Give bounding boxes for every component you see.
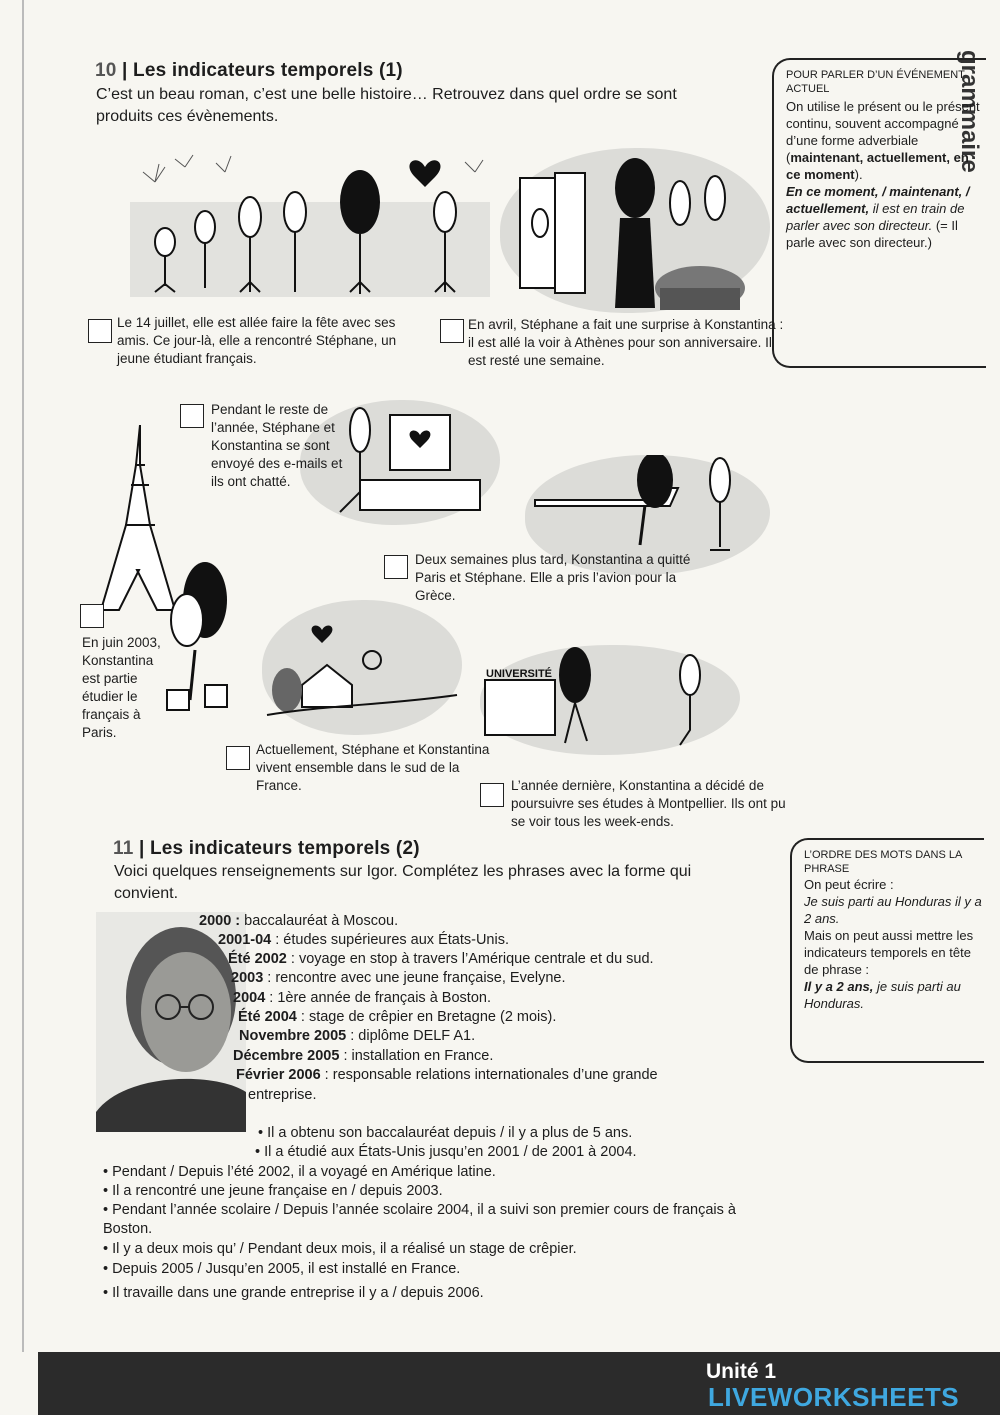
- ex10-title: 10 | Les indicateurs temporels (1): [95, 60, 403, 81]
- sidebar1-text3: ).: [854, 167, 863, 182]
- timeline-row-7: [239, 1027, 475, 1046]
- illustration-university-drawing: [480, 645, 740, 755]
- timeline-date: Été 2004: [238, 1009, 297, 1025]
- caption-6: Actuellement, Stéphane et Konstantina vivent ensemble dans le sud de la France.: [256, 742, 490, 793]
- timeline-date: 2001-04: [218, 932, 272, 948]
- ex10-title-text: Les indicateurs temporels (1): [133, 60, 403, 81]
- order-checkbox-6[interactable]: [226, 746, 250, 770]
- heart-icon: [409, 160, 440, 187]
- ex11-intro: Voici quelques renseignements sur Igor. Complétez les phrases avec la forme qui convient.: [114, 863, 692, 902]
- ex10-intro: C’est un beau roman, c’est une belle histoire… Retrouvez dans quel ordre se sont produits ces évènements.: [96, 86, 677, 125]
- ex11-number: 11: [113, 838, 134, 859]
- sidebar2-example1: Je suis parti au Honduras il y a 2 ans.: [804, 894, 982, 926]
- order-checkbox-2[interactable]: [440, 319, 464, 343]
- page-footer: [38, 1352, 1000, 1415]
- sentence-3: • Pendant / Depuis l’été 2002, il a voyagé en Amérique latine.: [103, 1164, 496, 1180]
- timeline-row-3: [228, 950, 654, 969]
- illustration-traveller-drawing: [155, 560, 235, 730]
- timeline-row-8: [233, 1047, 493, 1066]
- sidebar-word-order: [790, 838, 984, 1063]
- caption-3: Pendant le reste de l’année, Stéphane et Konstantina se sont envoyé des e-mails et ils ont chatté.: [211, 402, 343, 489]
- sidebar1-text1: On utilise le présent ou le présent continu, souvent accompagné d’une forme adverbiale (: [786, 99, 980, 165]
- caption-7: L’année dernière, Konstantina a décidé de poursuivre ses études à Montpellier. Ils ont pu se voir tous les week-ends.: [511, 778, 786, 829]
- timeline-date: 2004: [233, 990, 266, 1006]
- sentence-4: • Il a rencontré une jeune française en / depuis 2003.: [103, 1183, 443, 1199]
- sidebar2-example2-adverb: Il y a 2 ans,: [804, 979, 874, 994]
- illustration-surprise: [500, 148, 770, 313]
- timeline-row-1: [199, 912, 398, 931]
- timeline-text: : rencontre avec une jeune française, Evelyne.: [263, 970, 566, 986]
- sidebar2-heading: L’ORDRE DES MOTS DANS LA PHRASE: [804, 849, 962, 875]
- timeline-row-2: [218, 931, 509, 950]
- illustration-traveller: [155, 560, 235, 730]
- timeline-text: : études supérieures aux États-Unis.: [271, 932, 509, 948]
- timeline-date: 2003: [231, 970, 264, 986]
- sentence-8: • Il travaille dans une grande entreprise il y a / depuis 2006.: [103, 1285, 484, 1301]
- timeline-date: 2000 :: [199, 913, 241, 929]
- timeline-date: Février 2006: [236, 1067, 321, 1083]
- timeline-row-4: [231, 969, 566, 988]
- sidebar1-heading: POUR PARLER D’UN ÉVÉNEMENT ACTUEL: [786, 69, 965, 95]
- sentence-5: • Pendant l’année scolaire / Depuis l’année scolaire 2004, il a suivi son premier cours de français à Boston.: [103, 1202, 736, 1237]
- sidebar1-example-gloss: (= Il parle avec son directeur.): [786, 218, 958, 250]
- timeline-text: entreprise.: [248, 1087, 317, 1103]
- caption-2: En avril, Stéphane a fait une surprise à Konstantina : il est allé la voir à Athènes pour son anniversaire. Il est resté une semaine.: [468, 317, 784, 368]
- timeline-date: Décembre 2005: [233, 1048, 340, 1064]
- timeline-row-10: [248, 1086, 317, 1105]
- order-checkbox-3[interactable]: [180, 404, 204, 428]
- sidebar1-example-adverbs: En ce moment, / maintenant, / actuellement,: [786, 184, 970, 216]
- timeline-text: : diplôme DELF A1.: [346, 1028, 476, 1044]
- timeline-row-5: [233, 989, 491, 1008]
- sidebar2-text1: On peut écrire :: [804, 877, 894, 892]
- sentence-text[interactable]: Pendant / Depuis l’été 2002, il a voyagé en Amérique latine.: [112, 1164, 496, 1180]
- timeline-text: : voyage en stop à travers l’Amérique centrale et du sud.: [286, 951, 654, 967]
- sentence-text[interactable]: Depuis 2005 / Jusqu’en 2005, il est installé en France.: [112, 1261, 461, 1277]
- illustration-surprise-drawing: [500, 148, 770, 313]
- timeline-row-6: [238, 1008, 556, 1027]
- illustration-house: [262, 600, 462, 735]
- timeline-text: baccalauréat à Moscou.: [240, 913, 399, 929]
- caption-4: Deux semaines plus tard, Konstantina a quitté Paris et Stéphane. Elle a pris l’avion pour la Grèce.: [415, 552, 691, 603]
- unit-label: Unité 1: [706, 1360, 777, 1383]
- sentence-text[interactable]: Il a rencontré une jeune française en / depuis 2003.: [112, 1183, 443, 1199]
- timeline-date: Novembre 2005: [239, 1028, 347, 1044]
- sentence-text[interactable]: Il a étudié aux États-Unis jusqu’en 2001 / de 2001 à 2004.: [264, 1144, 637, 1160]
- sentence-text[interactable]: Il a obtenu son baccalauréat depuis / il y a plus de 5 ans.: [267, 1125, 633, 1141]
- illustration-university: [480, 645, 740, 755]
- side-section-label-text: grammaire: [956, 50, 983, 173]
- sentence-7: • Depuis 2005 / Jusqu’en 2005, il est installé en France.: [103, 1261, 461, 1277]
- sentence-text[interactable]: Il y a deux mois qu’ / Pendant deux mois, il a réalisé un stage de crêpier.: [112, 1241, 577, 1257]
- caption-5: En juin 2003, Konstantina est partie étudier le français à Paris.: [82, 635, 161, 740]
- sentence-6: • Il y a deux mois qu’ / Pendant deux mois, il a réalisé un stage de crêpier.: [103, 1241, 577, 1257]
- illustration-house-drawing: [262, 600, 462, 735]
- caption-1: Le 14 juillet, elle est allée faire la fête avec ses amis. Ce jour-là, elle a rencontré Stéphane, un jeune étudiant français.: [117, 315, 397, 366]
- timeline-text: : stage de crêpier en Bretagne (2 mois).: [296, 1009, 557, 1025]
- timeline-date: Été 2002: [228, 951, 287, 967]
- sentence-text[interactable]: Il travaille dans une grande entreprise il y a / depuis 2006.: [112, 1285, 484, 1301]
- university-sign: UNIVERSITÉ: [486, 668, 553, 680]
- sidebar1-example-rest: il est en train de parler avec son directeur.: [786, 201, 965, 233]
- sidebar2-example2-rest: je suis parti au Honduras.: [804, 979, 961, 1011]
- order-checkbox-7[interactable]: [480, 783, 504, 807]
- timeline-text: : responsable relations internationales d’une grande: [320, 1067, 658, 1083]
- order-checkbox-1[interactable]: [88, 319, 112, 343]
- heart-icon: [312, 626, 333, 643]
- sidebar-present-events: [772, 58, 986, 368]
- order-checkbox-4[interactable]: [384, 555, 408, 579]
- ex11-title: 11 | Les indicateurs temporels (2): [113, 838, 420, 859]
- ex10-number: 10: [95, 60, 117, 81]
- sidebar2-text2: Mais on peut aussi mettre les indicateurs temporels en tête de phrase :: [804, 928, 974, 977]
- sentence-text[interactable]: Pendant l’année scolaire / Depuis l’année scolaire 2004, il a suivi son premier cours de français à Boston.: [103, 1202, 736, 1237]
- illustration-party-drawing: [125, 142, 495, 302]
- ex11-title-text: Les indicateurs temporels (2): [149, 838, 420, 859]
- page-edge-line: [22, 0, 24, 1352]
- liveworksheets-logo[interactable]: LIVEWORKSHEETS: [708, 1382, 960, 1412]
- sidebar1-adverbs: maintenant, actuellement, en ce moment: [786, 150, 969, 182]
- timeline-row-9: [236, 1066, 658, 1085]
- sentence-2: • Il a étudié aux États-Unis jusqu’en 2001 / de 2001 à 2004.: [255, 1144, 637, 1160]
- illustration-party: [125, 142, 495, 302]
- sentence-1: • Il a obtenu son baccalauréat depuis / il y a plus de 5 ans.: [258, 1125, 633, 1141]
- timeline-text: : 1ère année de français à Boston.: [265, 990, 491, 1006]
- order-checkbox-5[interactable]: [80, 604, 104, 628]
- timeline-text: : installation en France.: [339, 1048, 494, 1064]
